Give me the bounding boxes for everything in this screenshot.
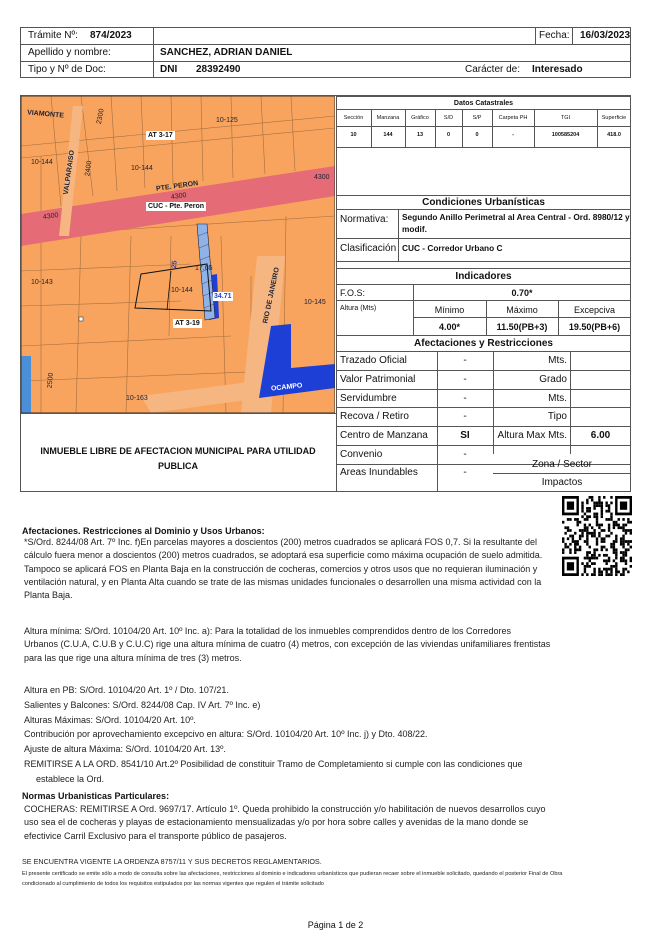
inundables-value: -: [463, 467, 467, 478]
caracter-value: Interesado: [532, 64, 583, 75]
catastro-header-cell: Superficie: [601, 115, 627, 121]
catastro-value-cell: -: [512, 132, 514, 138]
inmueble-note-line1: INMUEBLE LIBRE DE AFECTACION MUNICIPAL PARA UTILIDAD: [40, 446, 316, 456]
map-label-pte-peron: PTE. PERON: [155, 180, 199, 193]
inmueble-note-line2: PUBLICA: [158, 461, 198, 471]
tramite-value: 874/2023: [90, 30, 132, 41]
paragraph-line: Planta Baja.: [24, 590, 73, 601]
qr-code: [562, 496, 632, 576]
clasificacion-label: Clasificación: [340, 243, 397, 254]
map-label-34-71: 34.71: [214, 293, 232, 300]
map-label-4300-c: 4300: [42, 211, 59, 222]
apellido-value: SANCHEZ, ADRIAN DANIEL: [160, 47, 293, 58]
map-label-4300-a: 4300: [314, 174, 330, 181]
map-label-10-144-c: 10-144: [171, 287, 193, 294]
normativa-label: Normativa:: [340, 214, 389, 225]
map-label-10-125: 10-125: [216, 117, 238, 124]
catastro-value-cell: 418.0: [607, 132, 621, 138]
vigente-note: SE ENCUENTRA VIGENTE LA ORDENZA 8757/11 Y SUS DECRETOS REGLAMENTARIOS.: [22, 857, 322, 866]
afectaciones-table-title: Afectaciones y Restricciones: [414, 338, 553, 349]
apellido-label: Apellido y nombre:: [28, 47, 111, 58]
zona-label: Zona / Sector: [531, 459, 593, 470]
normativa-value-2: modif.: [402, 224, 427, 234]
paragraph-line: Altura mínima: S/Ord. 10104/20 Art. 10º Inc. a): Para la totalidad de los inmuebles comprendidos dentro de los Corredores: [24, 626, 512, 636]
afectacion-row-extra: 6.00: [590, 430, 611, 442]
paragraph-line: Altura en PB: S/Ord. 10104/20 Art. 1º / Dto. 107/21.: [24, 685, 229, 695]
paragraph-line: Tampoco se aplicará FOS en Planta Baja en la construcción de cocheras, comercios y otros usos que no requieran iluminación y: [24, 563, 538, 574]
cert-note-1: El presente certificado se emite sólo a modo de consulta sobre las afectaciones, restricciones al dominio e indicadores urbanísticos que pudieran recaer sobre el inmueble solicitado, quedando el posterior Final de Obra: [22, 871, 563, 877]
normas-title: Normas Urbanisticas Particulares:: [22, 791, 170, 801]
fecha-label: Fecha:: [539, 30, 570, 41]
condiciones-title: Condiciones Urbanísticas: [422, 197, 545, 208]
paragraph-line: Ajuste de altura Máxima: S/Ord. 10104/20 Art. 13º.: [24, 744, 226, 755]
inundables-label: Areas Inundables: [340, 467, 418, 478]
catastro-value-cell: 144: [383, 132, 393, 138]
paragraph-line: REMITIRSE A LA ORD. 8541/10 Art.2º Posibilidad de constituir Tramo de Completamiento si cumple con las condiciones que: [24, 759, 523, 769]
afectacion-row-unit: Mts.: [548, 392, 567, 404]
cert-note-2: condicionado al cumplimiento de todos los requisitos estipulados por las normas vigentes que regulen el trámite solicitado: [22, 881, 324, 887]
afectacion-row-label: Centro de Manzana: [340, 430, 428, 442]
afectacion-row-label: Valor Patrimonial: [340, 373, 416, 385]
afectacion-row-unit: Grado: [539, 373, 567, 385]
afectacion-row-unit: Altura Max Mts.: [497, 430, 567, 442]
fos-label: F.O.S:: [340, 288, 366, 298]
caracter-label: Carácter de:: [465, 64, 521, 75]
map-label-rio-de-janeiro: RIO DE JANEIRO: [262, 266, 281, 325]
map-label-10-144-a: 10-144: [31, 159, 53, 166]
afectaciones-section-title: Afectaciones. Restricciones al Dominio y Usos Urbanos:: [22, 526, 265, 536]
map-label-valparaiso: VALPARAISO: [62, 149, 77, 196]
paragraph-line: ventilación natural, y en Planta Alta cuando se trate de las mismas unidades funcionales o desarrollen una misma actividad con la: [24, 576, 542, 587]
tramite-label: Trámite Nº:: [28, 30, 78, 41]
catastro-header-cell: TGI: [560, 115, 571, 121]
catastro-header-cell: Gráfico: [411, 115, 429, 121]
doc-type: DNI: [160, 64, 178, 75]
map-label-cuc: CUC - Pte. Peron: [148, 203, 205, 210]
map-label-2500: 2500: [46, 372, 55, 389]
paragraph-line: Contribución por aprovechamiento excepcivo en altura: S/Ord. 10104/20 Art. 10º Inc. j) y Dto. 408/22.: [24, 729, 428, 740]
map-label-10-163: 10-163: [126, 395, 148, 402]
afectacion-row-label: Recova / Retiro: [340, 411, 409, 423]
map-label-2400: 2400: [84, 160, 94, 177]
altura-label: Altura (Mts): [340, 305, 377, 312]
impactos-label: Impactos: [541, 477, 583, 488]
fecha-value: 16/03/2023: [580, 30, 631, 41]
indicadores-title: Indicadores: [455, 271, 512, 282]
page-number: Página 1 de 2: [307, 920, 364, 930]
afectacion-row-value: SI: [460, 430, 470, 442]
paragraph-line: *S/Ord. 8244/08 Art. 7º Inc. f)En parcelas mayores a doscientos (200) metros cuadrados se aplicará FOS 0,7. Si la resultante del: [24, 537, 538, 547]
cadastral-map: [21, 96, 335, 413]
afectacion-row-value: -: [463, 392, 467, 404]
clasificacion-value: CUC - Corredor Urbano C: [402, 243, 503, 253]
map-label-10-145: 10-145: [304, 299, 326, 306]
paragraph-line: cálculo fuera menor a doscientos (200) metros cuadrados, se adoptará esa superficie como máxima ocupación de suelo admitida.: [24, 550, 543, 561]
afectacion-row-label: Trazado Oficial: [340, 355, 407, 366]
afectacion-row-label: Convenio: [340, 449, 383, 460]
map-label-ocampo: OCAMPO: [270, 382, 303, 393]
map-label-at-3-17: AT 3-17: [148, 132, 173, 139]
map-label-4300-b: 4300: [170, 191, 187, 202]
excepcional-value: 19.50(PB+6): [568, 322, 621, 332]
map-label-viamonte: VIAMONTE: [26, 109, 65, 120]
paragraph-line: establece la Ord.: [36, 773, 105, 784]
catastro-header-cell: Sección: [343, 115, 364, 121]
catastro-header-cell: S/D: [443, 115, 454, 121]
minimo-value: 4.00*: [438, 322, 461, 332]
catastro-value-cell: 0: [446, 132, 451, 138]
normativa-value-1: Segundo Anillo Perimetral al Area Central - Ord. 8980/12 y: [402, 212, 630, 222]
catastro-header-cell: S/P: [472, 115, 482, 121]
catastro-value-cell: 13: [416, 132, 424, 138]
paragraph-line: Alturas Máximas: S/Ord. 10104/20 Art. 10º.: [24, 714, 196, 725]
map-label-at-3-19: AT 3-19: [175, 320, 200, 327]
afectacion-row-value: -: [463, 411, 467, 423]
catastro-header-cell: Carpeta PH: [498, 115, 528, 121]
normas-line: efectivice Carril Exclusivo para el transporte público de pasajeros.: [24, 830, 287, 841]
maximo-value: 11.50(PB+3): [496, 322, 548, 332]
afectacion-row-unit: Mts.: [548, 355, 567, 366]
paragraph-line: para las que rige una altura mínima de tres (3) metros.: [24, 652, 242, 663]
zone-blue-left: [21, 356, 31, 413]
afectacion-row-value: -: [463, 373, 467, 385]
afectacion-row-label: Servidumbre: [340, 392, 397, 404]
map-label-17-05: 17.05: [195, 265, 213, 272]
tipo-doc-label: Tipo y Nº de Doc:: [28, 64, 106, 75]
fos-value: 0.70*: [511, 288, 533, 298]
excepcional-label: Excepciva: [573, 305, 616, 315]
catastro-title: Datos Catastrales: [453, 100, 514, 107]
map-label-2300: 2300: [95, 108, 106, 125]
minimo-label: Mínimo: [434, 305, 465, 315]
map-label-10-143: 10-143: [31, 279, 53, 286]
map-label-25: 25: [171, 260, 179, 269]
afectacion-row-value: -: [463, 449, 467, 460]
paragraph-line: Salientes y Balcones: S/Ord. 8244/08 Cap. IV Art. 7º Inc. e): [24, 699, 261, 710]
map-label-10-144-b: 10-144: [131, 165, 153, 172]
afectacion-row-value: -: [463, 355, 467, 366]
normas-line: COCHERAS: REMITIRSE A Ord. 9697/17. Artículo 1º. Queda prohibido la construcción y/o habilitación de nuevos desarrollos cuyo: [24, 804, 546, 814]
catastro-value-cell: 0: [475, 132, 479, 138]
catastro-header-cell: Manzana: [376, 115, 400, 121]
normas-line: uso sea el de cocheras y playas de estacionamiento mensualizadas y/o por hora sobre calles y avenidas de la mano donde se: [24, 817, 529, 828]
maximo-label: Máximo: [506, 305, 538, 315]
doc-number: 28392490: [196, 64, 241, 75]
catastro-value-cell: 100585204: [551, 132, 580, 138]
catastro-value-cell: 10: [350, 132, 357, 138]
paragraph-line: Urbanos (C.U.A, C.U.B y C.U.C) rige una altura mínima de cuatro (4) metros, con excepción de las viviendas unifamiliares frentistas: [24, 639, 551, 650]
afectacion-row-unit: Tipo: [547, 411, 567, 423]
